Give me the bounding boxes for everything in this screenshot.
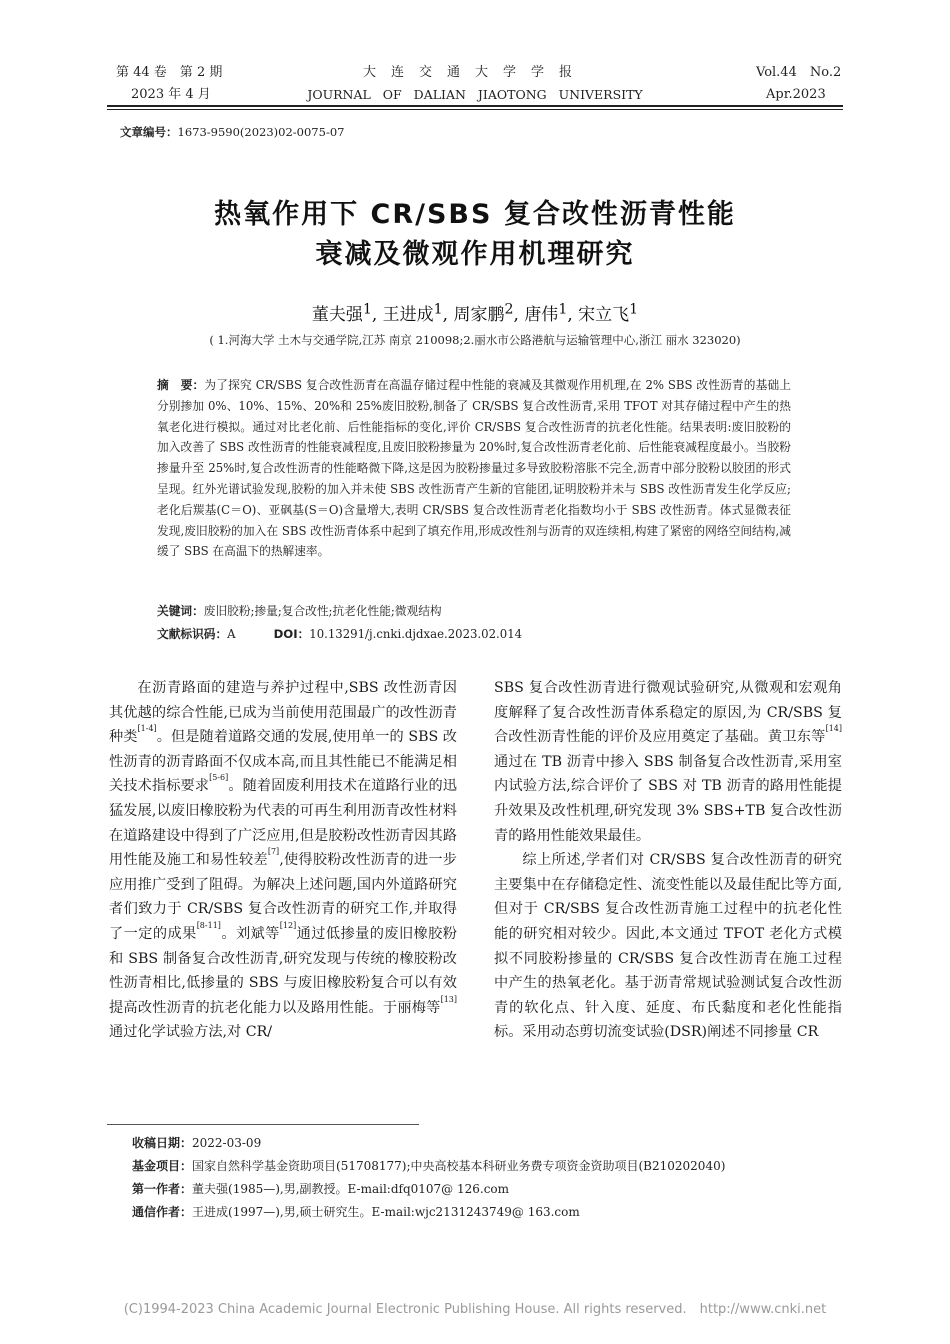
body-text: 。但是随着道路交通的发展,使用单一的 SBS 改性沥青的沥青路面不仅成本高,而且其性能已不能满足相关技术指标要求: [109, 729, 457, 795]
author-separator: ,: [567, 305, 573, 325]
citation: [1-4]: [137, 724, 157, 734]
article-number: [120, 124, 344, 140]
author-affil-mark: 1: [629, 301, 639, 318]
header-volume-issue: 第 44 卷 第 2 期: [116, 65, 223, 80]
body-paragraph: [109, 676, 457, 1045]
author-name: 宋立飞: [578, 305, 630, 325]
footnote-received: [132, 1135, 261, 1151]
body-text: 通过化学试验方法,对 CR/: [109, 1024, 273, 1041]
footnote-funding: [132, 1158, 725, 1174]
footnote-label: 收稿日期：: [132, 1136, 193, 1150]
footnote-first-author: [132, 1181, 509, 1197]
footnote-text: 王进成(1997—),男,硕士研究生。E-mail:wjc2131243749@ 163.com: [192, 1205, 580, 1219]
author-affil-mark: 1: [362, 301, 372, 318]
author-affil-mark: 2: [504, 301, 514, 318]
title-line-2: 衰减及微观作用机理研究: [315, 239, 635, 270]
footnote-label: 基金项目：: [132, 1159, 193, 1173]
abstract-label: 摘 要：: [157, 378, 205, 392]
header-vol-en: Vol.44 No.2: [756, 65, 842, 80]
article-number-value: 1673-9590(2023)02-0075-07: [177, 125, 345, 139]
body-text: ,使得胶粉改性沥青的进一步应用推广受到了阻碍。为解决上述问题,国内外道路研究者们致力于 CR/SBS 复合改性沥青的研究工作,并取得了一定的成果: [109, 852, 457, 942]
citation: [14]: [825, 724, 842, 734]
article-number-label: 文章编号：: [120, 125, 178, 139]
citation: [5-6]: [209, 773, 229, 783]
body-paragraph: 综上所述,学者们对 CR/SBS 复合改性沥青的研究主要集中在存储稳定性、流变性能以及最佳配比等方面,但对于 CR/SBS 复合改性沥青施工过程中的抗老化性能的研究相对较少。因此,本文通过 TFOT 老化方式模拟不同胶粉掺量的 CR/SBS 复合改性沥青在施工过程中产生的热氧老化。基于沥青常规试验测试复合改性沥青的软化点、针入度、延度、布氏黏度和老化性能指标。采用动态剪切流变试验(DSR)阐述不同掺量 CR: [494, 852, 842, 1041]
footnote-corresponding-author: [132, 1204, 580, 1220]
abstract: [157, 375, 791, 562]
body-text: 在沥青路面的建造与养护过程中,SBS 改性沥青因其优越的综合性能,已成为当前使用范围最广的改性沥青种类: [109, 680, 457, 746]
keywords-label: 关键词：: [157, 604, 204, 618]
header-journal-cn: 大连交通大学学报: [362, 65, 587, 80]
footnote-text: 国家自然科学基金资助项目(51708177);中央高校基本科研业务费专项资金资助项目(B210202040): [192, 1159, 726, 1173]
header-rule-thin: [107, 109, 843, 110]
citation: [13]: [440, 994, 457, 1004]
doi-label: DOI：: [273, 627, 310, 641]
keywords-text: 废旧胶粉;掺量;复合改性;抗老化性能;微观结构: [203, 604, 442, 618]
author-separator: ,: [513, 305, 519, 325]
body-text: 通过在 TB 沥青中掺入 SBS 制备复合改性沥青,采用室内试验方法,综合评价了 SBS 对 TB 沥青的路用性能提升效果及改性机理,研究发现 3% SBS+TB 复合改性沥青的路用性能效果最佳。: [494, 753, 842, 844]
footnote-text: 2022-03-09: [192, 1136, 262, 1150]
doc-code-value: A: [227, 627, 236, 641]
doi-value: 10.13291/j.cnki.djdxae.2023.02.014: [309, 627, 523, 641]
author-name: 唐伟: [524, 305, 559, 325]
author-separator: ,: [442, 305, 449, 325]
title-line-1: 热氧作用下 CR/SBS 复合改性沥青性能: [214, 199, 736, 230]
footnote-label: 通信作者：: [132, 1205, 193, 1219]
citation: [7]: [267, 847, 280, 857]
citation: [12]: [279, 920, 297, 930]
footnote-label: 第一作者：: [132, 1182, 193, 1196]
body-text: SBS 复合改性沥青进行微观试验研究,从微观和宏观角度解释了复合改性沥青体系稳定的原因,为 CR/SBS 复合改性沥青性能的评价及应用奠定了基础。黄卫东等: [494, 680, 842, 746]
footnote-text: 董夫强(1985—),男,副教授。E-mail:dfq0107@ 126.com: [192, 1182, 510, 1196]
body-text: 。刘斌等: [220, 925, 280, 942]
author-name: 王进成: [382, 305, 434, 325]
footnote-rule: [107, 1124, 419, 1125]
header-date-en: Apr.2023: [766, 87, 826, 102]
document-code: [157, 626, 522, 642]
citation: [8-11]: [196, 920, 221, 930]
body-text: 通过低掺量的废旧橡胶粉和 SBS 制备复合改性沥青,研究发现与传统的橡胶粉改性沥青相比,低掺量的 SBS 与废旧橡胶粉复合可以有效提高改性沥青的抗老化能力以及路用性能。于丽梅等: [109, 925, 457, 1016]
header-rule-thick: [107, 105, 843, 107]
header-date-cn: 2023 年 4 月: [131, 87, 211, 102]
author-separator: ,: [371, 305, 378, 325]
author-list: [0, 300, 950, 325]
body-paragraph: [494, 676, 842, 848]
author-name: 董夫强: [311, 305, 363, 325]
body-left-column: [109, 676, 457, 1045]
author-affil-mark: 1: [433, 301, 443, 318]
author-affiliation: ( 1.河海大学 土木与交通学院,江苏 南京 210098;2.丽水市公路港航与运输管理中心,浙江 丽水 323020): [209, 333, 741, 347]
body-text: 。随着固废利用技术在道路行业的迅猛发展,以废旧橡胶粉为代表的可再生利用沥青改性材料在道路建设中得到了广泛应用,但是胶粉改性沥青因其路用性能及施工和易性较差: [109, 778, 457, 869]
body-right-column: [494, 676, 842, 1045]
keywords: [157, 603, 442, 619]
author-name: 周家鹏: [453, 305, 505, 325]
doc-code-label: 文献标识码：: [157, 627, 228, 641]
header-journal-en: JOURNAL OF DALIAN JIAOTONG UNIVERSITY: [307, 87, 643, 102]
author-affil-mark: 1: [558, 301, 568, 318]
copyright-notice: (C)1994-2023 China Academic Journal Electronic Publishing House. All rights reserved. http://www.cnki.net: [123, 1302, 827, 1317]
abstract-text: 为了探究 CR/SBS 复合改性沥青在高温存储过程中性能的衰减及其微观作用机理,在 2% SBS 改性沥青的基础上分别掺加 0%、10%、15%、20%和 25%废旧胶粉,制备了 CR/SBS 复合改性沥青,采用 TFOT 对其存储过程中产生的热氧老化进行模拟。通过对比老化前、后性能指标的变化,评价 CR/SBS 复合改性沥青的抗老化性能。结果表明:废旧胶粉的加入改善了 SBS 改性沥青的性能衰减程度,且废旧胶粉掺量为 20%时,复合改性沥青老化前、后性能衰减程度最小。当胶粉掺量升至 25%时,复合改性沥青的性能略微下降,这是因为胶粉掺量过多导致胶粉溶胀不完全,沥青中部分胶粉以胶团的形式呈现。红外光谱试验发现,胶粉的加入并未使 SBS 改性沥青产生新的官能团,证明胶粉并未与 SBS 改性沥青发生化学反应;老化后羰基(C＝O)、亚砜基(S＝O)含量增大,表明 CR/SBS 复合改性沥青老化指数均小于 SBS 改性沥青。体式显微表征发现,废旧胶粉的加入在 SBS 改性沥青体系中起到了填充作用,形成改性剂与沥青的双连续相,构建了紧密的网络空间结构,减缓了 SBS 在高温下的热解速率。: [157, 378, 791, 559]
